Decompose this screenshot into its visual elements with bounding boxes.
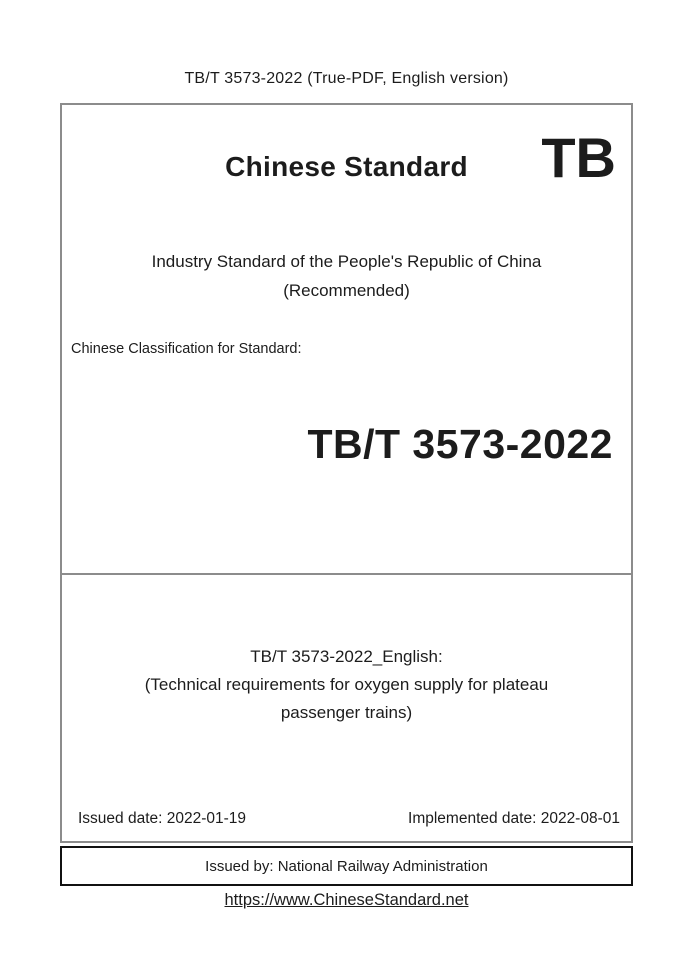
subtitle-line-1: Industry Standard of the People's Republic of China — [151, 252, 542, 271]
footer-link-row — [0, 891, 693, 910]
date-row — [62, 810, 631, 828]
subtitle-line-2: (Recommended) — [283, 281, 410, 300]
document-header: TB/T 3573-2022 (True-PDF, English version) — [184, 70, 509, 87]
standard-number: TB/T 3573-2022 — [307, 421, 613, 467]
english-title-line-2: (Technical requirements for oxygen supply for plateau — [144, 675, 549, 694]
issued-date: Issued date: 2022-01-19 — [78, 810, 247, 827]
english-title — [62, 575, 631, 727]
standard-subtitle — [62, 247, 631, 305]
lower-section — [62, 573, 631, 841]
classification-label: Chinese Classification for Standard: — [71, 341, 302, 357]
tb-logo: TB — [541, 126, 616, 189]
website-link[interactable]: https://www.ChineseStandard.net — [224, 891, 469, 909]
english-title-line-3: passenger trains) — [280, 703, 413, 722]
brand-title: Chinese Standard — [225, 151, 468, 182]
english-title-line-1: TB/T 3573-2022_English: — [250, 647, 443, 666]
issued-by-text: Issued by: National Railway Administration — [205, 857, 488, 875]
implemented-date: Implemented date: 2022-08-01 — [408, 810, 620, 827]
cover-box — [60, 103, 633, 843]
issued-by-box — [60, 846, 633, 886]
